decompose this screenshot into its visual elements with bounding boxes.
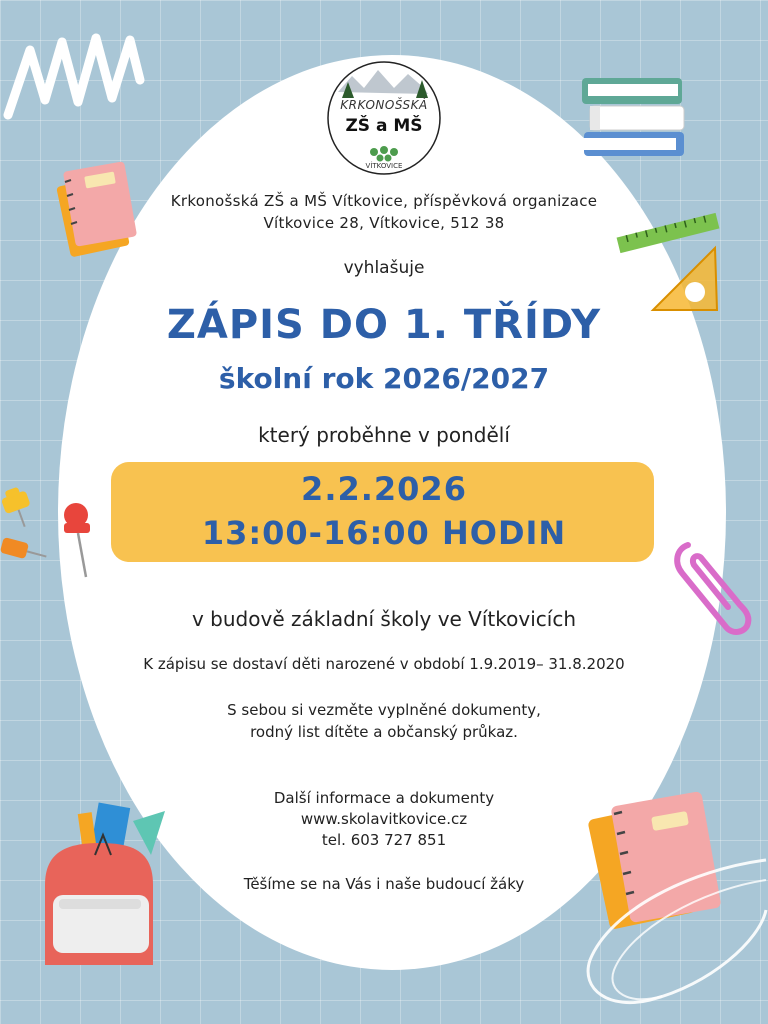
- announces-text: vyhlašuje: [343, 258, 425, 278]
- intro-text: který proběhne v pondělí: [258, 423, 510, 447]
- page-title: ZÁPIS DO 1. TŘÍDY: [166, 302, 602, 348]
- contact-info: [0, 788, 768, 851]
- closing-text: Těšíme se na Vás i naše budoucí žáky: [243, 875, 525, 893]
- website-link[interactable]: www.skolavitkovice.cz: [300, 810, 468, 828]
- documents-line-1: S sebou si vezměte vyplněné dokumenty,: [227, 701, 541, 719]
- logo-text-top: KRKONOŠSKÁ: [340, 98, 428, 112]
- logo-text-middle: ZŠ a MŠ: [345, 116, 423, 136]
- event-date: 2.2.2026: [301, 470, 467, 508]
- logo-text-bottom: VÍTKOVICE: [365, 162, 403, 170]
- school-year: školní rok 2026/2027: [218, 362, 550, 395]
- organization-info: [0, 190, 768, 234]
- event-time: 13:00-16:00 HODIN: [201, 514, 567, 552]
- eligibility-text: K zápisu se dostaví děti narozené v období 1.9.2019– 31.8.2020: [143, 655, 625, 673]
- event-location: v budově základní školy ve Vítkovicích: [191, 607, 576, 631]
- info-heading: Další informace a dokumenty: [273, 789, 495, 807]
- organization-name: Krkonošská ZŠ a MŠ Vítkovice, příspěvková organizace: [170, 192, 598, 210]
- documents-text: [0, 699, 768, 743]
- organization-address: Vítkovice 28, Vítkovice, 512 38: [263, 214, 505, 232]
- swirl-decoration: [570, 850, 768, 1020]
- phone-number: tel. 603 727 851: [321, 831, 447, 849]
- documents-line-2: rodný list dítěte a občanský průkaz.: [250, 723, 518, 741]
